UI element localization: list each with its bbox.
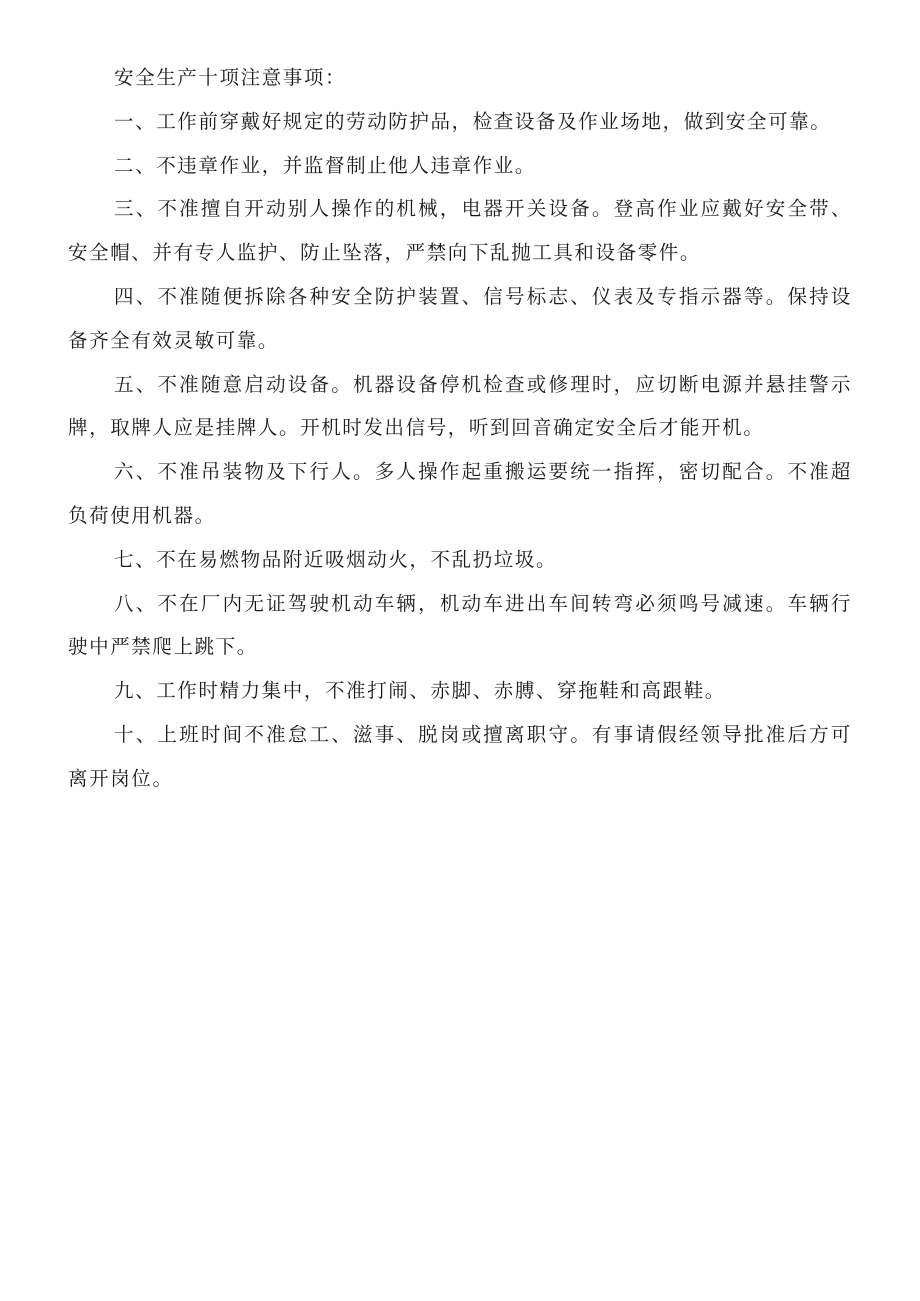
document-body: [68, 56, 852, 801]
rule-paragraph-9: 九、工作时精力集中，不准打闹、赤脚、赤膊、穿拖鞋和高跟鞋。: [114, 679, 726, 703]
rule-paragraph-4: 四、不准随便拆除各种安全防护装置、信号标志、仪表及专指示器等。保持设备齐全有效灵敏可靠。: [68, 284, 852, 352]
rule-paragraph-8: 八、不在厂内无证驾驶机动车辆，机动车进出车间转弯必须鸣号减速。车辆行驶中严禁爬上跳下。: [68, 591, 852, 659]
rule-paragraph-6: 六、不准吊装物及下行人。多人操作起重搬运要统一指挥，密切配合。不准超负荷使用机器。: [68, 460, 852, 527]
rule-paragraph-7: 七、不在易燃物品附近吸烟动火，不乱扔垃圾。: [114, 547, 558, 571]
document-title: 安全生产十项注意事项：: [114, 66, 347, 89]
rule-paragraph-2: 二、不违章作业，并监督制止他人违章作业。: [114, 153, 537, 177]
rule-paragraph-5: 五、不准随意启动设备。机器设备停机检查或修理时，应切断电源并悬挂警示牌，取牌人应是挂牌人。开机时发出信号，听到回音确定安全后才能开机。: [68, 372, 852, 440]
rule-paragraph-10: 十、上班时间不准怠工、滋事、脱岗或擅离职守。有事请假经领导批准后方可离开岗位。: [68, 722, 852, 790]
rule-paragraph-1: 一、工作前穿戴好规定的劳动防护品，检查设备及作业场地，做到安全可靠。: [114, 109, 832, 133]
rule-paragraph-3: 三、不准擅自开动别人操作的机械，电器开关设备。登高作业应戴好安全带、安全帽、并有专人监护、防止坠落，严禁向下乱抛工具和设备零件。: [68, 197, 852, 265]
